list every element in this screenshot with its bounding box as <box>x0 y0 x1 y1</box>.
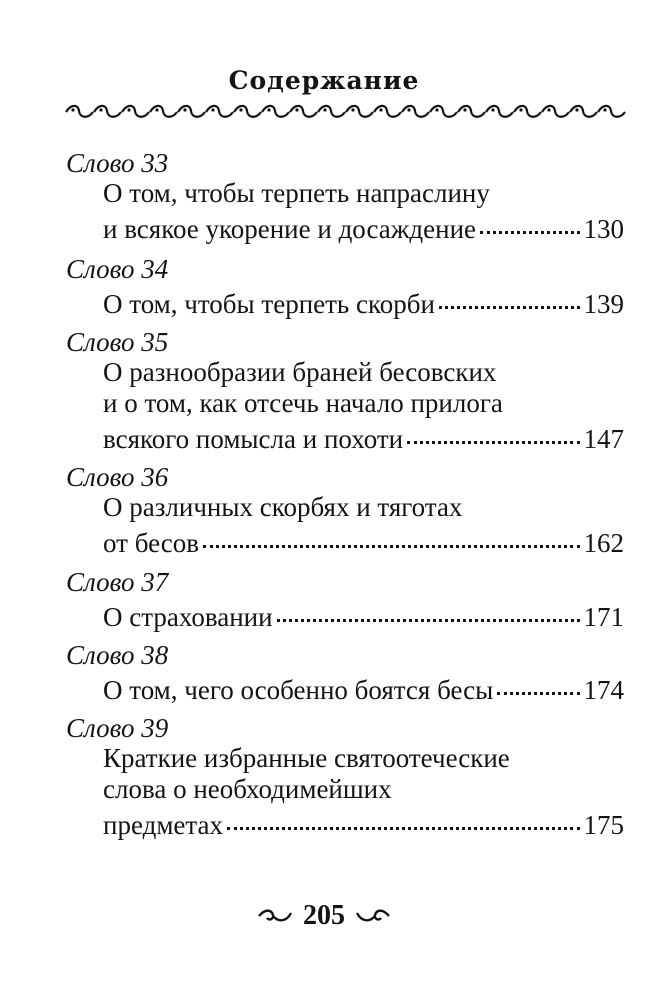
toc-entry <box>0 327 648 454</box>
page-reference: 162 <box>583 528 624 558</box>
dot-leader <box>497 666 579 695</box>
chapter-title-line: слова о необходимейших <box>103 774 392 804</box>
chapter-label: Слово 38 <box>66 640 169 670</box>
chapter-label: Слово 33 <box>66 148 169 178</box>
chapter-label: Слово 35 <box>66 327 169 357</box>
toc-entry <box>0 462 648 558</box>
page-reference: 171 <box>583 602 624 632</box>
chapter-label: Слово 34 <box>66 254 169 284</box>
page-reference: 139 <box>583 289 624 319</box>
page-footer <box>0 900 648 932</box>
toc-entry <box>0 567 648 632</box>
table-of-contents <box>0 148 648 840</box>
chapter-title-line: и о том, как отсечь начало прилога <box>103 388 503 418</box>
chapter-title-leader-line <box>0 523 648 558</box>
chapter-title-line: О том, чтобы терпеть напраслину <box>103 178 490 208</box>
dot-leader <box>203 519 580 548</box>
page-reference: 175 <box>583 810 624 840</box>
chapter-title-line: Краткие избранные святоотеческие <box>103 743 510 773</box>
page-number: 205 <box>303 900 345 931</box>
chapter-title-line: О том, чтобы терпеть скорби <box>103 289 435 319</box>
chapter-title-line: О страховании <box>103 602 273 632</box>
dot-leader <box>227 801 580 830</box>
chapter-title-line: и всякое укорение и досаждение <box>103 214 477 244</box>
chapter-title-line: предметах <box>103 810 223 840</box>
toc-entry <box>0 148 648 244</box>
toc-entry <box>0 254 648 319</box>
page-reference: 130 <box>583 214 624 244</box>
dot-leader <box>407 415 579 444</box>
chapter-title-line: О различных скорбях и тяготах <box>103 492 463 522</box>
chapter-title-leader-line <box>0 670 648 705</box>
chapter-title-leader-line <box>0 419 648 454</box>
page-reference: 147 <box>583 424 624 454</box>
chapter-label: Слово 36 <box>66 462 169 492</box>
chapter-title-line: О том, чего особенно боятся бесы <box>103 675 494 705</box>
running-header: Содержание <box>228 66 420 95</box>
chapter-title-line: О разнообразии браней бесовских <box>103 357 497 387</box>
toc-entry <box>0 713 648 840</box>
chapter-title-leader-line <box>0 209 648 244</box>
left-swirl-ornament <box>257 907 293 925</box>
chapter-title-leader-line <box>0 805 648 840</box>
page-reference: 174 <box>583 675 624 705</box>
chapter-title-line: от бесов <box>103 528 199 558</box>
right-swirl-ornament <box>355 907 391 925</box>
ornamental-rule <box>62 102 632 122</box>
toc-entry <box>0 640 648 705</box>
chapter-label: Слово 37 <box>66 567 169 597</box>
dot-leader <box>480 205 579 234</box>
dot-leader <box>277 593 580 622</box>
chapter-title-leader-line <box>0 597 648 632</box>
chapter-title-leader-line <box>0 284 648 319</box>
chapter-label: Слово 39 <box>66 713 169 743</box>
dot-leader <box>439 280 580 309</box>
chapter-title-line: всякого помысла и похоти <box>103 424 404 454</box>
